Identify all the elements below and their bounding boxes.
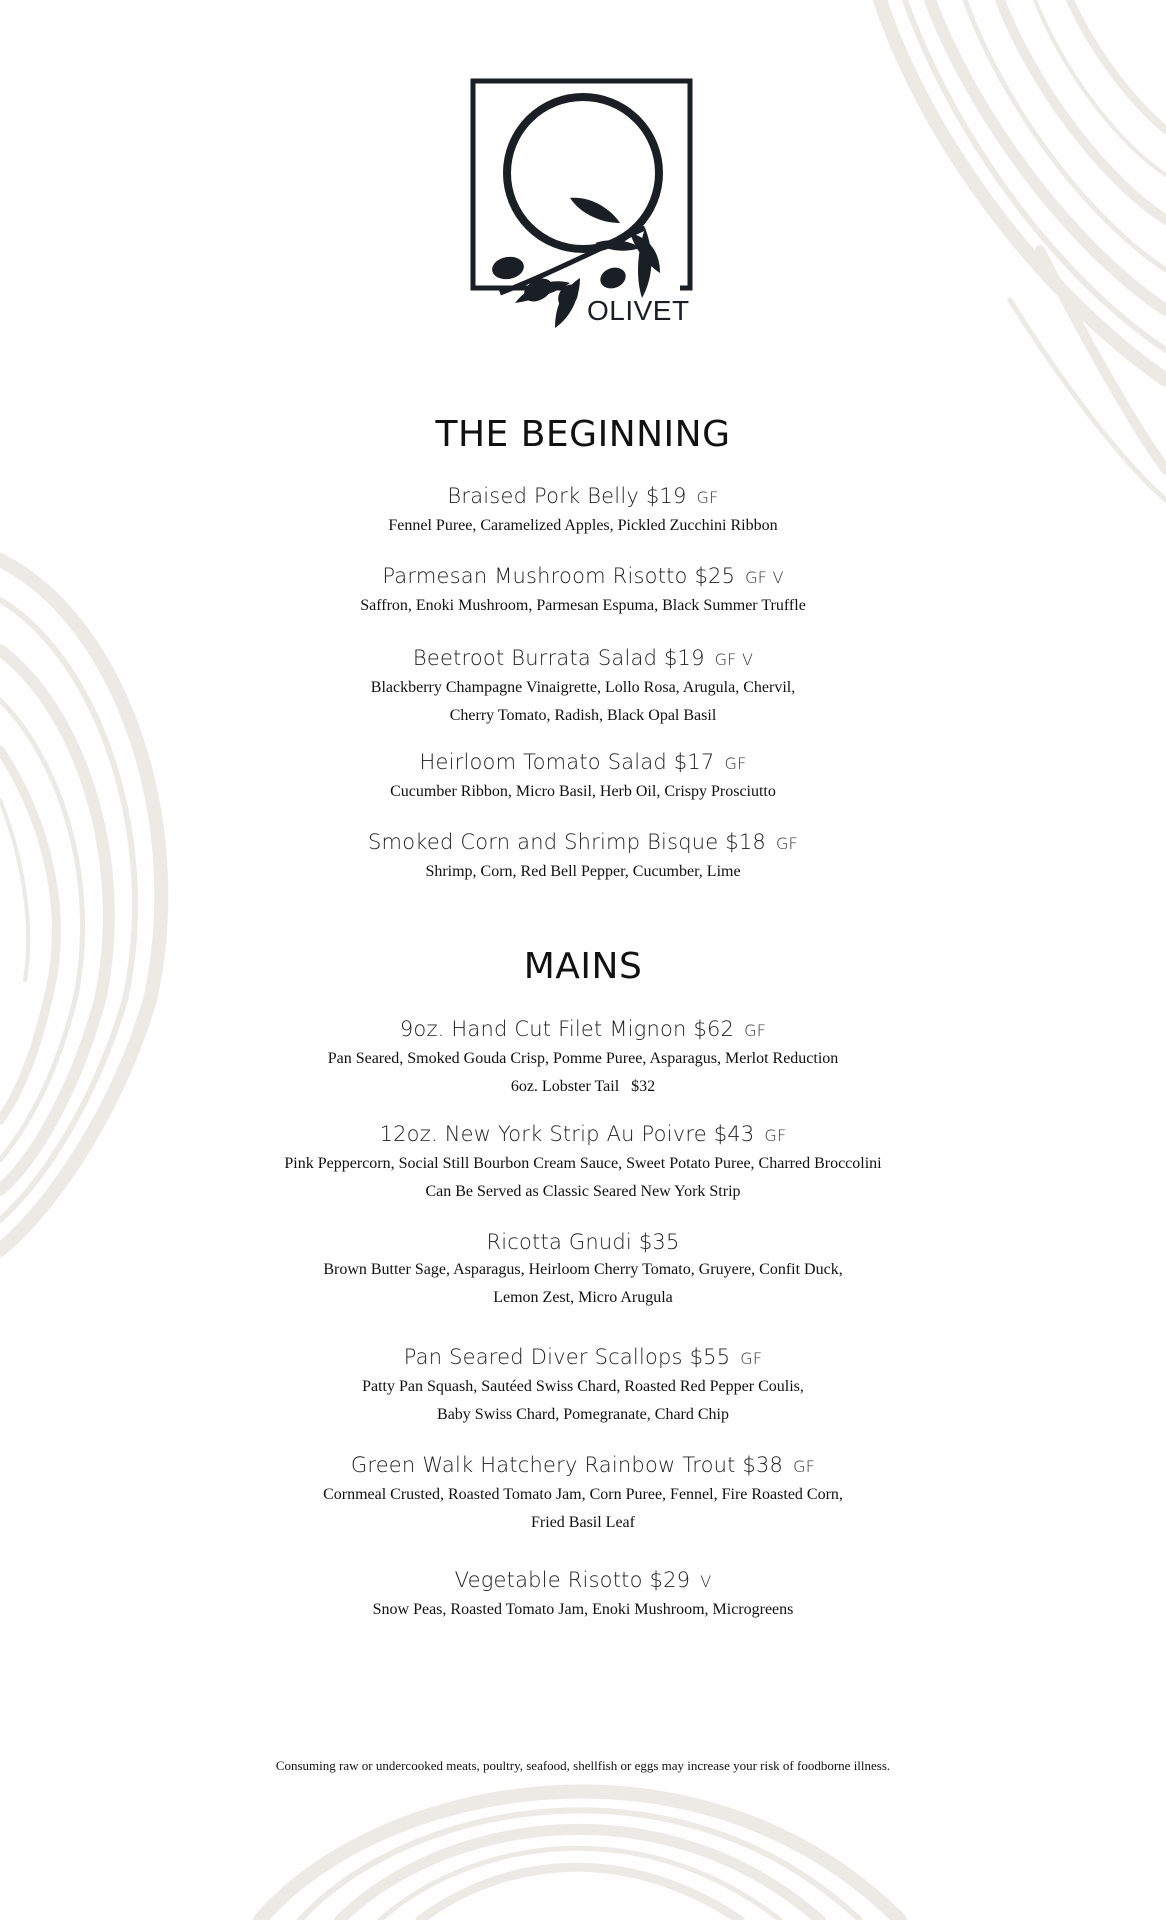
dish-tags: GF <box>793 1457 816 1476</box>
dish-name: Parmesan Mushroom Risotto $25 <box>382 564 736 588</box>
section-title-mains: MAINS <box>523 946 643 987</box>
dish-name: 12oz. New York Strip Au Poivre $43 <box>379 1122 755 1146</box>
dish-name: Smoked Corn and Shrimp Bisque $18 <box>368 830 766 854</box>
dish-addon: 6oz. Lobster Tail $32 <box>510 1078 656 1095</box>
dish-filet-mignon <box>0 1015 1166 1101</box>
dish-ricotta-gnudi <box>0 1228 1166 1312</box>
dish-description: Cornmeal Crusted, Roasted Tomato Jam, Corn Puree, Fennel, Fire Roasted Corn, <box>323 1486 843 1503</box>
food-safety-disclaimer: Consuming raw or undercooked meats, poultry, seafood, shellfish or eggs may increase your risk of foodborne illness. <box>275 1758 891 1773</box>
dish-tags: V <box>700 1572 712 1591</box>
dish-name: Beetroot Burrata Salad $19 <box>412 646 705 670</box>
olivet-logo-icon <box>470 78 696 336</box>
dish-name: Green Walk Hatchery Rainbow Trout $38 <box>350 1453 784 1477</box>
dish-description: Snow Peas, Roasted Tomato Jam, Enoki Mushroom, Microgreens <box>372 1601 794 1618</box>
dish-description: Cherry Tomato, Radish, Black Opal Basil <box>449 707 717 724</box>
logo-text: OLIVET <box>587 295 690 326</box>
dish-tags: GF <box>696 488 719 507</box>
dish-description: Shrimp, Corn, Red Bell Pepper, Cucumber, Lime <box>425 863 741 880</box>
dish-smoked-corn-shrimp-bisque <box>0 828 1166 886</box>
olivet-logo <box>470 78 696 336</box>
dish-tags: GF <box>724 754 747 773</box>
dish-beetroot-burrata-salad <box>0 644 1166 730</box>
dish-tags: GF <box>740 1349 763 1368</box>
dish-braised-pork-belly <box>0 482 1166 540</box>
dish-description: Baby Swiss Chard, Pomegranate, Chard Chip <box>437 1406 729 1423</box>
dish-tags: GF V <box>745 568 784 587</box>
dish-description: Patty Pan Squash, Sautéed Swiss Chard, Roasted Red Pepper Coulis, <box>362 1378 804 1395</box>
dish-heirloom-tomato-salad <box>0 748 1166 806</box>
dish-description: Blackberry Champagne Vinaigrette, Lollo Rosa, Arugula, Chervil, <box>370 679 796 696</box>
dish-vegetable-risotto <box>0 1566 1166 1624</box>
dish-description: Lemon Zest, Micro Arugula <box>493 1289 673 1306</box>
dish-parmesan-mushroom-risotto <box>0 562 1166 620</box>
dish-tags: GF <box>775 834 798 853</box>
dish-rainbow-trout <box>0 1451 1166 1537</box>
dish-description: Pan Seared, Smoked Gouda Crisp, Pomme Puree, Asparagus, Merlot Reduction <box>327 1050 839 1067</box>
dish-tags: GF <box>764 1126 787 1145</box>
dish-description: Fennel Puree, Caramelized Apples, Pickled Zucchini Ribbon <box>388 517 778 534</box>
section-title-beginning: THE BEGINNING <box>435 414 731 455</box>
dish-diver-scallops <box>0 1343 1166 1429</box>
dish-name: Heirloom Tomato Salad $17 <box>419 750 715 774</box>
dish-description: Brown Butter Sage, Asparagus, Heirloom Cherry Tomato, Gruyere, Confit Duck, <box>323 1261 843 1278</box>
dish-description: Saffron, Enoki Mushroom, Parmesan Espuma, Black Summer Truffle <box>360 597 806 614</box>
dish-new-york-strip <box>0 1120 1166 1206</box>
dish-description: Pink Peppercorn, Social Still Bourbon Cream Sauce, Sweet Potato Puree, Charred Broccolini <box>284 1155 882 1172</box>
dish-description: Cucumber Ribbon, Micro Basil, Herb Oil, Crispy Prosciutto <box>390 783 776 800</box>
dish-tags: GF <box>744 1021 767 1040</box>
dish-tags: GF V <box>714 650 754 669</box>
dish-name: Pan Seared Diver Scallops $55 <box>403 1345 731 1369</box>
dish-name: Vegetable Risotto $29 <box>454 1568 691 1592</box>
dish-name: Ricotta Gnudi $35 <box>486 1230 680 1254</box>
dish-name: 9oz. Hand Cut Filet Mignon $62 <box>399 1017 735 1041</box>
dish-description: Can Be Served as Classic Seared New York Strip <box>425 1183 741 1200</box>
dish-description: Fried Basil Leaf <box>531 1514 635 1531</box>
dish-name: Braised Pork Belly $19 <box>447 484 687 508</box>
